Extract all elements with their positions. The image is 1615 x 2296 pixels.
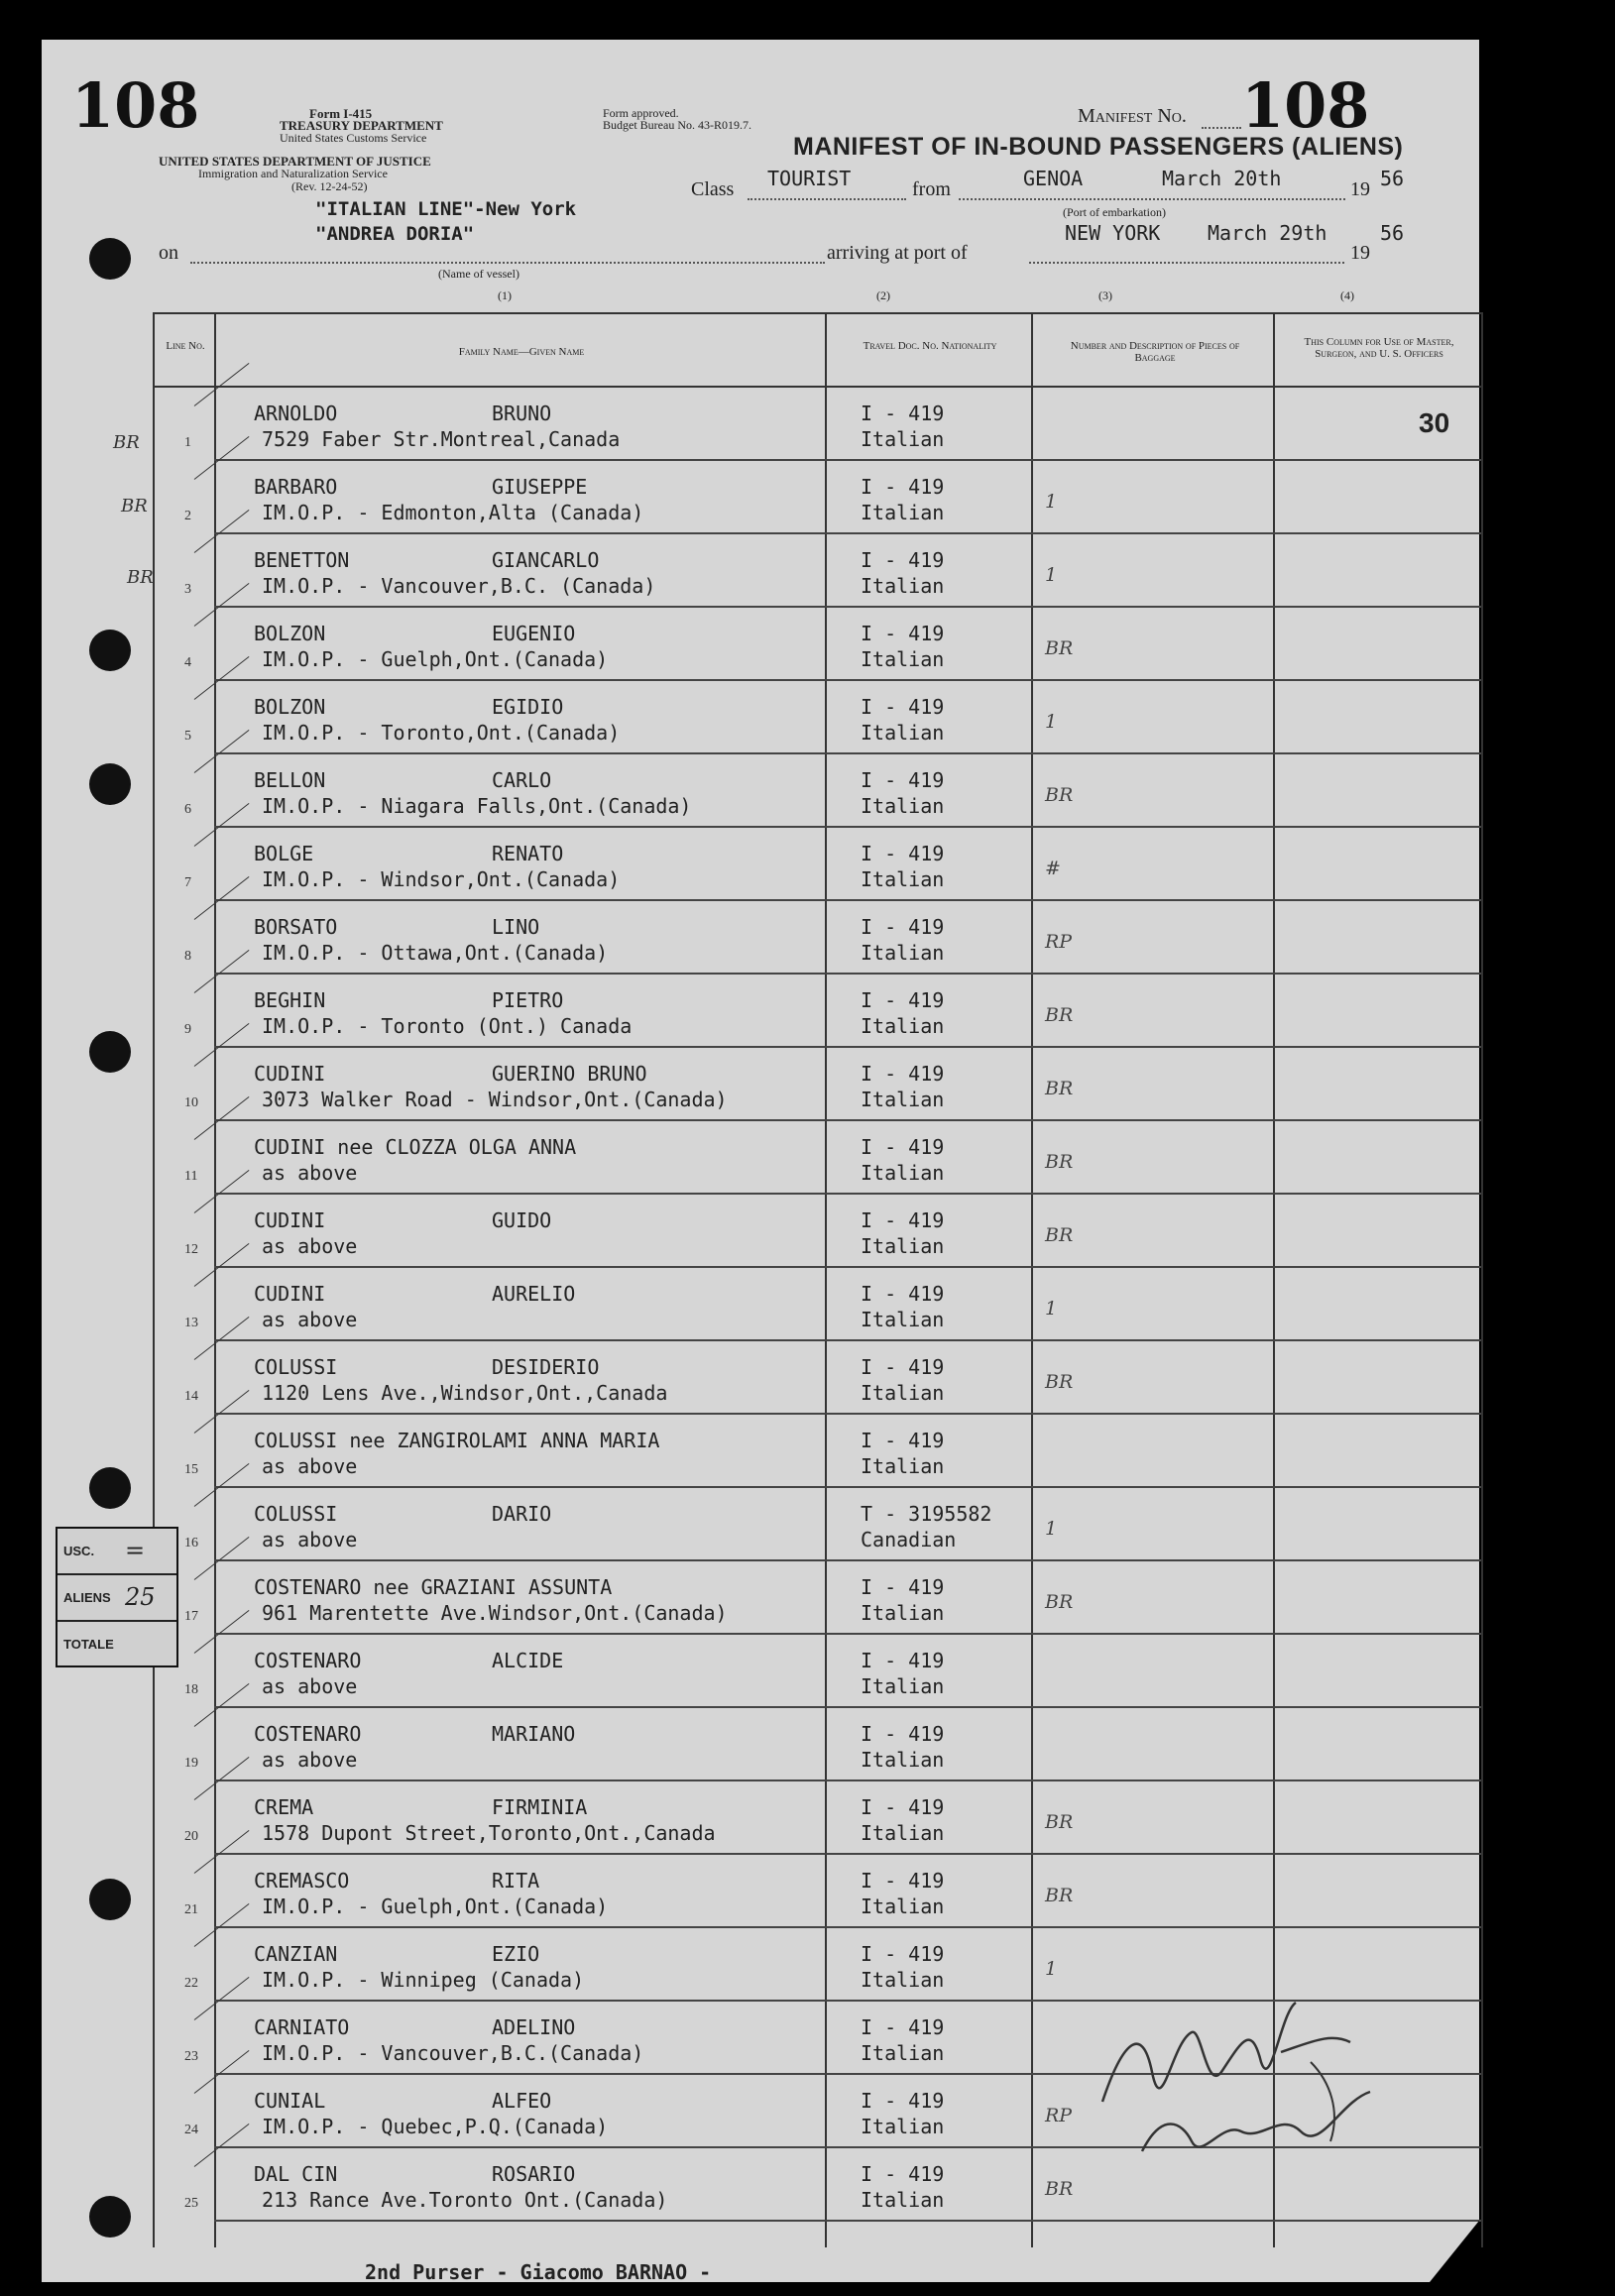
nationality: Italian bbox=[861, 1894, 945, 1918]
family-name: COLUSSI bbox=[254, 1355, 338, 1379]
travel-doc: I - 419 bbox=[861, 402, 945, 425]
col-number-2: (2) bbox=[876, 288, 890, 302]
address: as above bbox=[262, 1748, 358, 1772]
table-row bbox=[155, 1195, 1481, 1268]
line-number: 4 bbox=[184, 655, 191, 670]
line-number: 14 bbox=[184, 1389, 198, 1404]
usc-row bbox=[58, 1529, 176, 1575]
travel-doc: I - 419 bbox=[861, 2089, 945, 2113]
baggage-mark: BR bbox=[1045, 1371, 1074, 1393]
from-line bbox=[959, 198, 1345, 200]
family-name: COLUSSI bbox=[254, 1502, 338, 1526]
officer-note: 30 bbox=[1419, 407, 1450, 438]
family-name: CANZIAN bbox=[254, 1942, 338, 1966]
travel-doc: I - 419 bbox=[861, 2162, 945, 2186]
family-name: CUNIAL bbox=[254, 2089, 326, 2113]
baggage-mark: 1 bbox=[1045, 711, 1058, 733]
punch-hole bbox=[89, 238, 131, 280]
form-number: Form I-415 bbox=[309, 106, 373, 121]
punch-hole bbox=[89, 1879, 131, 1920]
margin-note: BR bbox=[121, 496, 148, 517]
given-name: EGIDIO bbox=[492, 695, 564, 719]
given-name: FIRMINIA bbox=[492, 1795, 588, 1819]
baggage-mark: RP bbox=[1045, 931, 1073, 953]
nationality: Italian bbox=[861, 2188, 945, 2212]
family-name: ARNOLDO bbox=[254, 402, 338, 425]
family-name: BOLZON bbox=[254, 695, 326, 719]
aliens-label: ALIENS bbox=[63, 1590, 111, 1605]
line-number: 12 bbox=[184, 1242, 198, 1257]
family-name: BOLZON bbox=[254, 622, 326, 645]
line-number: 13 bbox=[184, 1316, 198, 1330]
check-mark bbox=[194, 363, 250, 406]
col-header-doc: Travel Doc. No. Nationality bbox=[863, 340, 997, 352]
travel-doc: I - 419 bbox=[861, 1355, 945, 1379]
travel-doc: I - 419 bbox=[861, 695, 945, 719]
punch-hole bbox=[89, 1031, 131, 1073]
nationality: Italian bbox=[861, 2041, 945, 2065]
class-value: TOURIST bbox=[767, 167, 852, 190]
address: 1120 Lens Ave.,Windsor,Ont.,Canada bbox=[262, 1381, 668, 1405]
address: IM.O.P. - Winnipeg (Canada) bbox=[262, 1968, 585, 1992]
class-label: Class bbox=[691, 178, 735, 200]
nationality: Italian bbox=[861, 1014, 945, 1038]
family-name: COSTENARO bbox=[254, 1649, 362, 1672]
nationality: Italian bbox=[861, 1161, 945, 1185]
line-number: 18 bbox=[184, 1682, 198, 1697]
given-name: MARIANO bbox=[492, 1722, 576, 1746]
punch-hole bbox=[89, 630, 131, 671]
given-name: EUGENIO bbox=[492, 622, 576, 645]
line-number: 5 bbox=[184, 729, 191, 744]
given-name: CARLO bbox=[492, 768, 552, 792]
address: 3073 Walker Road - Windsor,Ont.(Canada) bbox=[262, 1088, 728, 1111]
page-curl bbox=[1430, 2221, 1479, 2282]
vessel-line bbox=[190, 262, 825, 264]
travel-doc: I - 419 bbox=[861, 1429, 945, 1452]
nationality: Italian bbox=[861, 1381, 945, 1405]
given-name: GUERINO BRUNO bbox=[492, 1062, 647, 1086]
travel-doc: T - 3195582 bbox=[861, 1502, 992, 1526]
family-name: CUDINI bbox=[254, 1062, 326, 1086]
customs-service: United States Customs Service bbox=[280, 131, 427, 145]
col-header-officers: This Column for Use of Master, Surgeon, and U. S. Officers bbox=[1304, 336, 1454, 360]
address: IM.O.P. - Toronto,Ont.(Canada) bbox=[262, 721, 621, 745]
total-row bbox=[58, 1622, 176, 1666]
table-row bbox=[155, 1048, 1481, 1121]
table-row bbox=[155, 901, 1481, 975]
baggage-mark: 1 bbox=[1045, 1958, 1058, 1980]
arrival-date: March 29th bbox=[1208, 221, 1327, 245]
family-name: BELLON bbox=[254, 768, 326, 792]
handwritten-signature bbox=[1083, 1983, 1400, 2181]
margin-note: BR bbox=[113, 432, 140, 453]
table-row bbox=[155, 1268, 1481, 1341]
given-name: DARIO bbox=[492, 1502, 552, 1526]
travel-doc: I - 419 bbox=[861, 1649, 945, 1672]
line-number: 15 bbox=[184, 1462, 198, 1477]
nationality: Italian bbox=[861, 1308, 945, 1331]
from-port: GENOA bbox=[1023, 167, 1084, 190]
table-row bbox=[155, 1561, 1481, 1635]
manifest-title: MANIFEST OF IN-BOUND PASSENGERS (ALIENS) bbox=[793, 133, 1404, 161]
table-row bbox=[155, 1415, 1481, 1488]
nationality: Italian bbox=[861, 941, 945, 965]
family-name: CREMASCO bbox=[254, 1869, 350, 1893]
line-number: 24 bbox=[184, 2123, 198, 2137]
baggage-mark: RP bbox=[1045, 2105, 1073, 2126]
manifest-page bbox=[42, 40, 1479, 2282]
aliens-row bbox=[58, 1575, 176, 1622]
baggage-mark: BR bbox=[1045, 1078, 1074, 1099]
given-name: ADELINO bbox=[492, 2015, 576, 2039]
manifest-number-right: 108 bbox=[1241, 69, 1370, 142]
family-name: BOLGE bbox=[254, 842, 314, 865]
family-name: CREMA bbox=[254, 1795, 314, 1819]
margin-note: BR bbox=[127, 567, 154, 588]
baggage-mark: 1 bbox=[1045, 564, 1058, 586]
line-number: 11 bbox=[184, 1169, 198, 1184]
given-name: GUIDO bbox=[492, 1208, 552, 1232]
line-number: 22 bbox=[184, 1976, 198, 1991]
line-number: 25 bbox=[184, 2196, 198, 2211]
address: 1578 Dupont Street,Toronto,Ont.,Canada bbox=[262, 1821, 716, 1845]
travel-doc: I - 419 bbox=[861, 1135, 945, 1159]
family-name: BARBARO bbox=[254, 475, 338, 499]
nationality: Canadian bbox=[861, 1528, 957, 1551]
justice-dept: UNITED STATES DEPARTMENT OF JUSTICE bbox=[159, 154, 431, 169]
line-number: 9 bbox=[184, 1022, 191, 1037]
address: as above bbox=[262, 1234, 358, 1258]
table-row bbox=[155, 1121, 1481, 1195]
line-number: 10 bbox=[184, 1095, 198, 1110]
address: IM.O.P. - Niagara Falls,Ont.(Canada) bbox=[262, 794, 692, 818]
vessel-caption: (Name of vessel) bbox=[438, 267, 519, 281]
aliens-value: 25 bbox=[125, 1583, 156, 1611]
baggage-mark: BR bbox=[1045, 637, 1074, 659]
table-row bbox=[155, 608, 1481, 681]
from-label: from bbox=[912, 178, 951, 200]
line-number: 21 bbox=[184, 1902, 198, 1917]
travel-doc: I - 419 bbox=[861, 1722, 945, 1746]
travel-doc: I - 419 bbox=[861, 768, 945, 792]
table-row bbox=[155, 461, 1481, 534]
nationality: Italian bbox=[861, 1601, 945, 1625]
table-row bbox=[155, 1855, 1481, 1928]
address: IM.O.P. - Toronto (Ont.) Canada bbox=[262, 1014, 633, 1038]
col-number-3: (3) bbox=[1098, 288, 1112, 302]
baggage-mark: BR bbox=[1045, 1224, 1074, 1246]
col-number-1: (1) bbox=[498, 288, 512, 302]
year-arrival: 56 bbox=[1380, 221, 1405, 245]
travel-doc: I - 419 bbox=[861, 1942, 945, 1966]
line-number: 20 bbox=[184, 1829, 198, 1844]
travel-doc: I - 419 bbox=[861, 988, 945, 1012]
nationality: Italian bbox=[861, 1821, 945, 1845]
nationality: Italian bbox=[861, 867, 945, 891]
address: as above bbox=[262, 1454, 358, 1478]
manifest-no-label: Manifest No. bbox=[1078, 105, 1187, 127]
family-name: CARNIATO bbox=[254, 2015, 350, 2039]
address: IM.O.P. - Ottawa,Ont.(Canada) bbox=[262, 941, 609, 965]
usc-value: = bbox=[125, 1537, 146, 1564]
family-name: CUDINI bbox=[254, 1208, 326, 1232]
nationality: Italian bbox=[861, 1674, 945, 1698]
year-prefix-arrival: 19 bbox=[1350, 242, 1370, 264]
address: IM.O.P. - Vancouver,B.C. (Canada) bbox=[262, 574, 656, 598]
form-approved: Form approved. bbox=[603, 106, 679, 120]
address: IM.O.P. - Vancouver,B.C.(Canada) bbox=[262, 2041, 644, 2065]
arrival-port: NEW YORK bbox=[1065, 221, 1161, 245]
line-name: "ITALIAN LINE"-New York bbox=[315, 198, 577, 220]
nationality: Italian bbox=[861, 1968, 945, 1992]
nationality: Italian bbox=[861, 1088, 945, 1111]
nationality: Italian bbox=[861, 794, 945, 818]
arrival-line bbox=[1029, 262, 1344, 264]
usc-label: USC. bbox=[63, 1544, 95, 1558]
travel-doc: I - 419 bbox=[861, 915, 945, 939]
table-row bbox=[155, 1488, 1481, 1561]
travel-doc: I - 419 bbox=[861, 1062, 945, 1086]
row-rule bbox=[214, 2220, 1481, 2222]
punch-hole bbox=[89, 1467, 131, 1509]
given-name: LINO bbox=[492, 915, 540, 939]
line-number: 16 bbox=[184, 1536, 198, 1550]
family-name: COLUSSI nee ZANGIROLAMI ANNA MARIA bbox=[254, 1429, 660, 1452]
travel-doc: I - 419 bbox=[861, 1208, 945, 1232]
address: 961 Marentette Ave.Windsor,Ont.(Canada) bbox=[262, 1601, 728, 1625]
address: as above bbox=[262, 1528, 358, 1551]
travel-doc: I - 419 bbox=[861, 1575, 945, 1599]
address: IM.O.P. - Quebec,P.Q.(Canada) bbox=[262, 2115, 609, 2138]
line-number: 6 bbox=[184, 802, 191, 817]
given-name: GIUSEPPE bbox=[492, 475, 588, 499]
nationality: Italian bbox=[861, 1234, 945, 1258]
table-row bbox=[155, 534, 1481, 608]
arriving-label: arriving at port of bbox=[827, 242, 968, 264]
family-name: CUDINI bbox=[254, 1282, 326, 1306]
travel-doc: I - 419 bbox=[861, 2015, 945, 2039]
given-name: AURELIO bbox=[492, 1282, 576, 1306]
line-number: 3 bbox=[184, 582, 191, 597]
travel-doc: I - 419 bbox=[861, 1869, 945, 1893]
purser-signature-line: 2nd Purser - Giacomo BARNAO - bbox=[365, 2260, 712, 2284]
given-name: RITA bbox=[492, 1869, 540, 1893]
col-header-line-no: Line No. bbox=[166, 340, 205, 352]
family-name: DAL CIN bbox=[254, 2162, 338, 2186]
address: 213 Rance Ave.Toronto Ont.(Canada) bbox=[262, 2188, 668, 2212]
baggage-mark: 1 bbox=[1045, 1298, 1058, 1320]
table-row bbox=[155, 975, 1481, 1048]
given-name: ALFEO bbox=[492, 2089, 552, 2113]
family-name: BENETTON bbox=[254, 548, 350, 572]
baggage-mark: 1 bbox=[1045, 1518, 1058, 1540]
given-name: PIETRO bbox=[492, 988, 564, 1012]
baggage-mark: BR bbox=[1045, 1591, 1074, 1613]
baggage-mark: BR bbox=[1045, 2178, 1074, 2200]
baggage-mark: BR bbox=[1045, 1151, 1074, 1173]
given-name: ALCIDE bbox=[492, 1649, 564, 1672]
nationality: Italian bbox=[861, 574, 945, 598]
budget-bureau: Budget Bureau No. 43-R019.7. bbox=[603, 118, 751, 132]
nationality: Italian bbox=[861, 721, 945, 745]
address: IM.O.P. - Guelph,Ont.(Canada) bbox=[262, 1894, 609, 1918]
line-number: 1 bbox=[184, 435, 191, 450]
table-row bbox=[155, 1341, 1481, 1415]
family-name: COSTENARO bbox=[254, 1722, 362, 1746]
treasury-dept: TREASURY DEPARTMENT bbox=[280, 118, 443, 133]
address: as above bbox=[262, 1161, 358, 1185]
address: IM.O.P. - Edmonton,Alta (Canada) bbox=[262, 501, 644, 524]
address: 7529 Faber Str.Montreal,Canada bbox=[262, 427, 621, 451]
nationality: Italian bbox=[861, 1454, 945, 1478]
baggage-mark: BR bbox=[1045, 1811, 1074, 1833]
nationality: Italian bbox=[861, 427, 945, 451]
given-name: GIANCARLO bbox=[492, 548, 600, 572]
address: IM.O.P. - Windsor,Ont.(Canada) bbox=[262, 867, 621, 891]
given-name: ROSARIO bbox=[492, 2162, 576, 2186]
baggage-mark: BR bbox=[1045, 784, 1074, 806]
year-prefix-from: 19 bbox=[1350, 178, 1370, 200]
table-row bbox=[155, 1781, 1481, 1855]
baggage-mark: BR bbox=[1045, 1885, 1074, 1906]
nationality: Italian bbox=[861, 2115, 945, 2138]
travel-doc: I - 419 bbox=[861, 1282, 945, 1306]
baggage-mark: 1 bbox=[1045, 491, 1058, 513]
given-name: DESIDERIO bbox=[492, 1355, 600, 1379]
vessel-name: "ANDREA DORIA" bbox=[315, 223, 475, 245]
year-from: 56 bbox=[1380, 167, 1405, 190]
nationality: Italian bbox=[861, 1748, 945, 1772]
table-row bbox=[155, 828, 1481, 901]
col-header-baggage: Number and Description of Pieces of Baggage bbox=[1070, 340, 1240, 364]
line-number: 17 bbox=[184, 1609, 198, 1624]
manifest-no-line bbox=[1202, 127, 1241, 129]
address: as above bbox=[262, 1308, 358, 1331]
punch-hole bbox=[89, 2196, 131, 2238]
family-name: COSTENARO nee GRAZIANI ASSUNTA bbox=[254, 1575, 613, 1599]
class-line bbox=[748, 198, 906, 200]
travel-doc: I - 419 bbox=[861, 1795, 945, 1819]
nationality: Italian bbox=[861, 647, 945, 671]
nationality: Italian bbox=[861, 501, 945, 524]
ins-service: Immigration and Naturalization Service bbox=[198, 167, 388, 180]
given-name: BRUNO bbox=[492, 402, 552, 425]
port-caption: (Port of embarkation) bbox=[1063, 205, 1166, 219]
table-row bbox=[155, 388, 1481, 461]
family-name: BEGHIN bbox=[254, 988, 326, 1012]
line-number: 19 bbox=[184, 1756, 198, 1771]
table-row bbox=[155, 681, 1481, 754]
manifest-number-left: 108 bbox=[71, 69, 200, 142]
col-number-4: (4) bbox=[1340, 288, 1354, 302]
passenger-table bbox=[153, 312, 1483, 2247]
family-name: CUDINI nee CLOZZA OLGA ANNA bbox=[254, 1135, 577, 1159]
table-row bbox=[155, 1708, 1481, 1781]
travel-doc: I - 419 bbox=[861, 548, 945, 572]
given-name: RENATO bbox=[492, 842, 564, 865]
family-name: BORSATO bbox=[254, 915, 338, 939]
totals-box bbox=[56, 1527, 178, 1667]
line-number: 8 bbox=[184, 949, 191, 964]
line-number: 7 bbox=[184, 875, 191, 890]
travel-doc: I - 419 bbox=[861, 842, 945, 865]
total-label: TOTALE bbox=[63, 1637, 114, 1652]
col-header-name: Family Name—Given Name bbox=[458, 346, 585, 358]
table-row bbox=[155, 1635, 1481, 1708]
revision: (Rev. 12-24-52) bbox=[291, 179, 368, 193]
punch-hole bbox=[89, 763, 131, 805]
address: IM.O.P. - Guelph,Ont.(Canada) bbox=[262, 647, 609, 671]
travel-doc: I - 419 bbox=[861, 475, 945, 499]
table-row bbox=[155, 754, 1481, 828]
line-number: 23 bbox=[184, 2049, 198, 2064]
line-number: 2 bbox=[184, 509, 191, 523]
address: as above bbox=[262, 1674, 358, 1698]
baggage-mark: BR bbox=[1045, 1004, 1074, 1026]
from-date: March 20th bbox=[1162, 167, 1282, 190]
travel-doc: I - 419 bbox=[861, 622, 945, 645]
given-name: EZIO bbox=[492, 1942, 540, 1966]
on-label: on bbox=[159, 242, 178, 264]
baggage-mark: # bbox=[1045, 858, 1061, 879]
